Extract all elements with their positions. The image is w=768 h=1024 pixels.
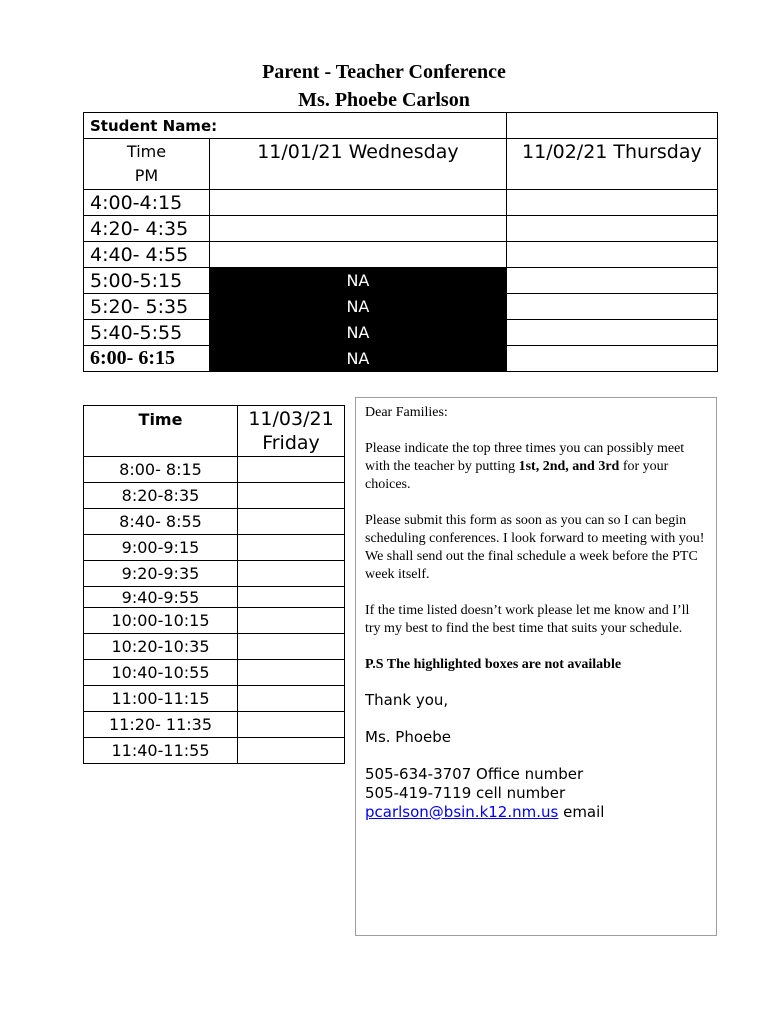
letter-thanks: Thank you, <box>365 691 449 709</box>
time-slot: 10:20-10:35 <box>84 634 238 660</box>
instructions-text-end: for your choices. <box>365 459 669 492</box>
friday-header-date: 11/03/21 <box>248 408 334 430</box>
slot-thursday[interactable] <box>506 216 717 242</box>
letter-paragraph-instructions <box>365 440 707 494</box>
time-slot: 9:00-9:15 <box>84 535 238 561</box>
office-phone: 505-634-3707 Office number <box>365 765 584 783</box>
time-header-line2: PM <box>134 166 159 185</box>
time-slot: 4:20- 4:35 <box>84 216 210 242</box>
time-slot: 6:00- 6:15 <box>84 346 210 372</box>
slot-wednesday[interactable] <box>210 216 507 242</box>
slot-thursday[interactable] <box>506 320 717 346</box>
slot-friday[interactable] <box>238 608 345 634</box>
letter-box <box>355 397 717 936</box>
page-subtitle: Ms. Phoebe Carlson <box>298 89 470 111</box>
slot-friday[interactable] <box>238 509 345 535</box>
email-link[interactable]: pcarlson@bsin.k12.nm.us <box>365 803 559 821</box>
slot-thursday[interactable] <box>506 242 717 268</box>
slot-thursday[interactable] <box>506 190 717 216</box>
email-line <box>365 803 707 822</box>
day-header-wednesday: 11/01/21 Wednesday <box>210 139 507 190</box>
time-slot: 9:20-9:35 <box>84 561 238 587</box>
time-slot: 8:00- 8:15 <box>84 457 238 483</box>
day-header-friday <box>238 406 345 457</box>
slot-friday[interactable] <box>238 738 345 764</box>
slot-friday[interactable] <box>238 535 345 561</box>
student-name-label: Student Name: <box>90 117 218 135</box>
time-slot: 5:40-5:55 <box>84 320 210 346</box>
slot-friday[interactable] <box>238 561 345 587</box>
day-header-thursday: 11/02/21 Thursday <box>506 139 717 190</box>
time-slot: 11:00-11:15 <box>84 686 238 712</box>
email-suffix: email <box>558 803 605 821</box>
schedule-table <box>83 112 718 372</box>
letter-paragraph-submit: Please submit this form as soon as you can so I can begin scheduling conferences. I look forward to meeting with you! We shall send out the final schedule a week before the PTC week itself. <box>365 513 705 582</box>
time-slot: 11:20- 11:35 <box>84 712 238 738</box>
slot-wednesday-unavailable: NA <box>210 320 507 346</box>
slot-wednesday-unavailable: NA <box>210 346 507 372</box>
slot-friday[interactable] <box>238 686 345 712</box>
time-slot: 10:00-10:15 <box>84 608 238 634</box>
friday-header-day: Friday <box>262 432 320 454</box>
instructions-bold-text: 1st, 2nd, and 3rd <box>518 459 620 474</box>
slot-thursday[interactable] <box>506 346 717 372</box>
friday-time-header: Time <box>84 406 238 457</box>
slot-friday[interactable] <box>238 587 345 608</box>
slot-wednesday-unavailable: NA <box>210 294 507 320</box>
instructions-text-start: Please indicate the top three times you can possibly meet with the teacher by putting <box>365 441 685 474</box>
slot-friday[interactable] <box>238 660 345 686</box>
student-name-input[interactable] <box>506 113 717 139</box>
slot-friday[interactable] <box>238 712 345 738</box>
friday-table <box>83 405 345 764</box>
letter-greeting: Dear Families: <box>365 405 448 420</box>
slot-wednesday[interactable] <box>210 190 507 216</box>
slot-friday[interactable] <box>238 634 345 660</box>
time-slot: 10:40-10:55 <box>84 660 238 686</box>
slot-wednesday[interactable] <box>210 242 507 268</box>
slot-friday[interactable] <box>238 483 345 509</box>
time-slot: 11:40-11:55 <box>84 738 238 764</box>
time-header-line1: Time <box>126 142 167 161</box>
time-slot: 4:00-4:15 <box>84 190 210 216</box>
time-header <box>84 139 210 190</box>
time-slot: 5:20- 5:35 <box>84 294 210 320</box>
time-slot: 8:20-8:35 <box>84 483 238 509</box>
time-slot: 8:40- 8:55 <box>84 509 238 535</box>
letter-ps-note: P.S The highlighted boxes are not available <box>365 657 622 672</box>
slot-thursday[interactable] <box>506 294 717 320</box>
time-slot: 5:00-5:15 <box>84 268 210 294</box>
time-slot: 4:40- 4:55 <box>84 242 210 268</box>
student-name-label-cell <box>84 113 507 139</box>
letter-paragraph-alternate: If the time listed doesn’t work please let me know and I’ll try my best to find the best time that suits your schedule. <box>365 603 690 636</box>
letter-signature: Ms. Phoebe <box>365 728 452 746</box>
page-title: Parent - Teacher Conference <box>262 61 506 83</box>
slot-wednesday-unavailable: NA <box>210 268 507 294</box>
cell-phone: 505-419-7119 cell number <box>365 784 566 802</box>
time-slot: 9:40-9:55 <box>84 587 238 608</box>
slot-thursday[interactable] <box>506 268 717 294</box>
slot-friday[interactable] <box>238 457 345 483</box>
